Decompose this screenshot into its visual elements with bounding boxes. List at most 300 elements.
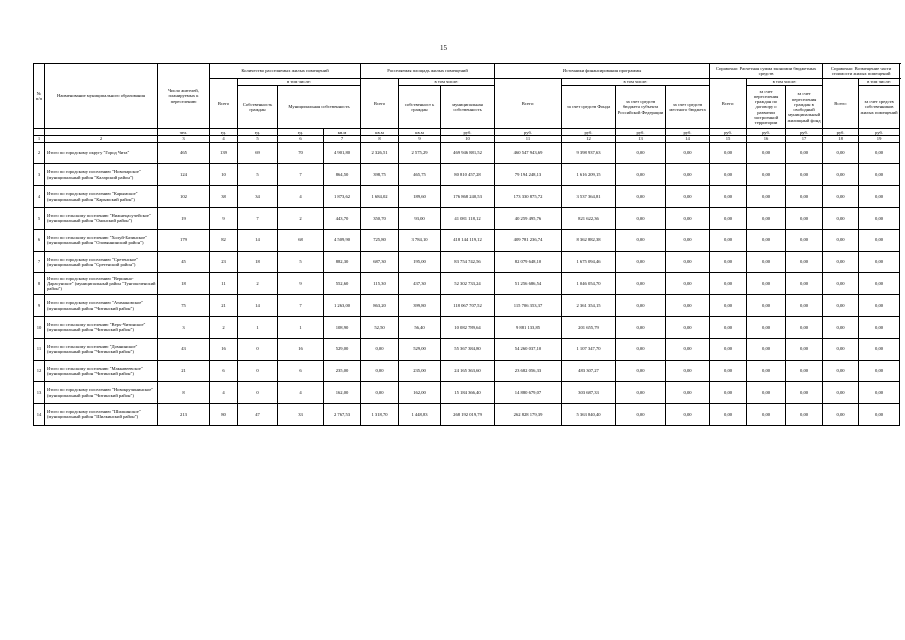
value-cell: 9 (278, 273, 324, 295)
value-cell: 7 (278, 164, 324, 186)
value-cell: 0,00 (747, 273, 786, 295)
value-cell: 1 (238, 316, 278, 338)
value-cell: 0,00 (747, 164, 786, 186)
value-cell: 14 (238, 229, 278, 251)
column-number-cell: 8 (361, 136, 399, 142)
header-ref2-group: Справочно: Возмещение части стоимости жилых помещений (823, 64, 900, 79)
value-cell: 437,30 (399, 273, 441, 295)
value-cell: 0,00 (666, 229, 710, 251)
value-cell: 821 622,36 (562, 207, 616, 229)
column-number-cell: 19 (859, 136, 900, 142)
value-cell: 4 509,90 (324, 229, 361, 251)
value-cell: 1 046 054,70 (562, 273, 616, 295)
header-area-group: Расселяемая площадь жилых помещений (361, 64, 495, 79)
column-number-cell: 2 (45, 136, 158, 142)
value-cell: 118 067 707,52 (441, 295, 495, 317)
value-cell: 0,00 (747, 382, 786, 404)
table-row (34, 164, 900, 186)
value-cell: 3 784,10 (399, 229, 441, 251)
value-cell: 201 655,79 (562, 316, 616, 338)
value-cell: 2 (278, 207, 324, 229)
row-number: 10 (34, 316, 45, 338)
value-cell: 1 263,00 (324, 295, 361, 317)
value-cell: 0,00 (710, 207, 747, 229)
value-cell: 0,00 (616, 382, 666, 404)
value-cell: 418 144 119,12 (441, 229, 495, 251)
header-row-no: № п/п (34, 64, 45, 129)
value-cell: 33 (278, 404, 324, 426)
value-cell: 0,00 (786, 404, 823, 426)
header-area-incl: в том числе: (399, 79, 495, 86)
column-number-cell: 7 (324, 136, 361, 142)
mo-name-cell: Итого по сельскому поселению "Верх-Читинское" (муниципальный район "Читинский район") (45, 316, 158, 338)
value-cell: 179 (158, 229, 210, 251)
row-number: 13 (34, 382, 45, 404)
value-cell: 0,00 (747, 186, 786, 208)
value-cell: 687,30 (361, 251, 399, 273)
value-cell: 0,00 (786, 186, 823, 208)
value-cell: 4 (278, 382, 324, 404)
value-cell: 0,00 (859, 404, 900, 426)
unit-cell: руб. (786, 129, 823, 136)
row-number: 2 (34, 142, 45, 164)
value-cell: 0,00 (786, 316, 823, 338)
value-cell: 162,00 (399, 382, 441, 404)
value-cell: 350,70 (361, 207, 399, 229)
value-cell: 0 (238, 360, 278, 382)
value-cell: 0,00 (666, 295, 710, 317)
value-cell: 469 946 881,52 (441, 142, 495, 164)
value-cell: 3 (158, 316, 210, 338)
value-cell: 43 (158, 338, 210, 360)
header-local-budget: за счет средств местного бюджета (666, 86, 710, 129)
value-cell: 2 326,51 (361, 142, 399, 164)
value-cell: 0,00 (616, 142, 666, 164)
mo-name-cell: Итого по городскому поселению "Шилкинское" (муниципальный район "Шилкинский район") (45, 404, 158, 426)
value-cell: 0,00 (823, 338, 859, 360)
value-cell: 54 260 037,10 (495, 338, 562, 360)
value-cell: 398,75 (361, 164, 399, 186)
value-cell: 139 (210, 142, 238, 164)
column-number-cell: 1 (34, 136, 45, 142)
value-cell: 51 256 686,54 (495, 273, 562, 295)
header-ref1-total: Всего: (710, 79, 747, 129)
value-cell: 0,00 (823, 229, 859, 251)
value-cell: 0,00 (710, 186, 747, 208)
header-fin-total: Всего: (495, 79, 562, 129)
value-cell: 1 873,62 (324, 186, 361, 208)
value-cell: 0,00 (710, 164, 747, 186)
unit-cell: руб. (562, 129, 616, 136)
mo-name-cell: Итого по городскому поселению "Атамановское" (муниципальный район "Читинский район") (45, 295, 158, 317)
unit-cell: кв.м (399, 129, 441, 136)
value-cell: 0,00 (786, 273, 823, 295)
unit-cell (45, 129, 158, 136)
unit-cell: руб. (747, 129, 786, 136)
value-cell: 162,00 (324, 382, 361, 404)
value-cell: 6 (278, 360, 324, 382)
header-fund: за счет средств Фонда (562, 86, 616, 129)
value-cell: 0,00 (616, 273, 666, 295)
value-cell: 45 (158, 251, 210, 273)
unit-cell: чел. (158, 129, 210, 136)
value-cell: 1 675 094,46 (562, 251, 616, 273)
value-cell: 0,00 (747, 360, 786, 382)
value-cell: 0,00 (710, 251, 747, 273)
value-cell: 0,00 (710, 404, 747, 426)
table-row (34, 295, 900, 317)
value-cell: 0,00 (823, 316, 859, 338)
value-cell: 82 079 648,10 (495, 251, 562, 273)
value-cell: 2 767,53 (324, 404, 361, 426)
value-cell: 4 (210, 382, 238, 404)
value-cell: 0,00 (859, 338, 900, 360)
value-cell: 6 (210, 360, 238, 382)
value-cell: 268 192 019,79 (441, 404, 495, 426)
header-ref2-total: Всего: (823, 79, 859, 129)
value-cell: 7 (238, 207, 278, 229)
value-cell: 0,00 (859, 295, 900, 317)
value-cell: 80 810 457,28 (441, 164, 495, 186)
column-number-cell: 18 (823, 136, 859, 142)
value-cell: 0,00 (823, 273, 859, 295)
value-cell: 529,00 (324, 338, 361, 360)
header-area-municipal: муниципальная собственность (441, 86, 495, 129)
value-cell: 0,00 (786, 142, 823, 164)
value-cell: 0,00 (859, 229, 900, 251)
unit-cell: ед. (210, 129, 238, 136)
resettlement-table (33, 63, 900, 426)
unit-cell: руб. (616, 129, 666, 136)
row-number: 14 (34, 404, 45, 426)
value-cell: 0,00 (823, 207, 859, 229)
value-cell: 0,00 (616, 251, 666, 273)
header-qty-incl: в том числе: (238, 79, 361, 86)
value-cell: 2 361 354,15 (562, 295, 616, 317)
value-cell: 0,00 (747, 207, 786, 229)
column-number-cell: 15 (710, 136, 747, 142)
header-municipal-own: Муниципальная собственность (278, 86, 361, 129)
value-cell: 115,30 (361, 273, 399, 295)
value-cell: 4 (278, 186, 324, 208)
value-cell: 2 575,29 (399, 142, 441, 164)
value-cell: 0,00 (823, 295, 859, 317)
row-number: 5 (34, 207, 45, 229)
value-cell: 21 (158, 360, 210, 382)
value-cell: 41 081 118,12 (441, 207, 495, 229)
value-cell: 0,00 (361, 360, 399, 382)
value-cell: 0,00 (859, 273, 900, 295)
value-cell: 483 307,27 (562, 360, 616, 382)
unit-cell (34, 129, 45, 136)
value-cell: 0,00 (859, 142, 900, 164)
table-row (34, 229, 900, 251)
mo-name-cell: Итого по городскому поселению "Сретенское" (муниципальный район "Сретенский район") (45, 251, 158, 273)
value-cell: 15 184 366,40 (441, 382, 495, 404)
value-cell: 0,00 (859, 207, 900, 229)
value-cell: 80 (210, 404, 238, 426)
value-cell: 0,00 (666, 404, 710, 426)
value-cell: 0,00 (666, 273, 710, 295)
value-cell: 0,00 (616, 186, 666, 208)
unit-cell: руб. (823, 129, 859, 136)
value-cell: 0,00 (823, 164, 859, 186)
value-cell: 5 363 840,40 (562, 404, 616, 426)
value-cell: 460 547 943,69 (495, 142, 562, 164)
header-ref1-incl: в том числе: (747, 79, 823, 86)
value-cell: 68 (278, 229, 324, 251)
value-cell: 79 194 248,13 (495, 164, 562, 186)
header-area-total: Всего (361, 79, 399, 129)
row-number: 12 (34, 360, 45, 382)
value-cell: 0,00 (823, 404, 859, 426)
table-row (34, 273, 900, 295)
value-cell: 24 165 363,60 (441, 360, 495, 382)
value-cell: 0,00 (859, 186, 900, 208)
value-cell: 0,00 (823, 142, 859, 164)
value-cell: 0,00 (786, 360, 823, 382)
unit-cell: руб. (495, 129, 562, 136)
value-cell: 0,00 (710, 273, 747, 295)
value-cell: 0,00 (666, 382, 710, 404)
value-cell: 0,00 (786, 207, 823, 229)
value-cell: 0,00 (859, 251, 900, 273)
header-own-citizens: Собственность граждан (238, 86, 278, 129)
value-cell: 409 781 236,74 (495, 229, 562, 251)
value-cell: 195,00 (399, 251, 441, 273)
column-number-cell: 13 (616, 136, 666, 142)
table-row (34, 207, 900, 229)
value-cell: 0,00 (666, 207, 710, 229)
value-cell: 0,00 (747, 404, 786, 426)
value-cell: 0,00 (616, 338, 666, 360)
value-cell: 0,00 (666, 251, 710, 273)
value-cell: 725,80 (361, 229, 399, 251)
value-cell: 23 (210, 251, 238, 273)
table-row (34, 142, 900, 164)
value-cell: 0,00 (786, 295, 823, 317)
column-number-cell: 5 (238, 136, 278, 142)
mo-name-cell: Итого по сельскому поселению "Домнинское" (муниципальный район "Читинский район") (45, 338, 158, 360)
table-row (34, 404, 900, 426)
table-row (34, 338, 900, 360)
value-cell: 40 259 495,76 (495, 207, 562, 229)
header-qty-group: Количество расселяемых жилых помещений (210, 64, 361, 79)
unit-cell: руб. (710, 129, 747, 136)
value-cell: 21 (210, 295, 238, 317)
header-residents: Число жителей, планируемых к переселению (158, 64, 210, 129)
value-cell: 5 (238, 164, 278, 186)
value-cell: 0,00 (823, 251, 859, 273)
value-cell: 0,00 (747, 142, 786, 164)
value-cell: 124 (158, 164, 210, 186)
row-number: 4 (34, 186, 45, 208)
value-cell: 5 (278, 251, 324, 273)
header-qty-total: Всего (210, 79, 238, 129)
mo-name-cell: Итого по городскому поселению "Новокручининское" (муниципальный район "Читинский район") (45, 382, 158, 404)
column-number-cell: 14 (666, 136, 710, 142)
header-fin-group: Источники финансирования программы (495, 64, 710, 79)
value-cell: 0,00 (666, 316, 710, 338)
value-cell: 1 616 209,15 (562, 164, 616, 186)
value-cell: 176 868 240,53 (441, 186, 495, 208)
value-cell: 23 682 056,33 (495, 360, 562, 382)
value-cell: 0,00 (786, 251, 823, 273)
value-cell: 0,00 (616, 404, 666, 426)
value-cell: 0,00 (616, 207, 666, 229)
column-number-cell: 16 (747, 136, 786, 142)
value-cell: 34 (238, 186, 278, 208)
value-cell: 0,00 (666, 142, 710, 164)
column-number-cell: 6 (278, 136, 324, 142)
value-cell: 1 107 347,70 (562, 338, 616, 360)
unit-cell: ед. (278, 129, 324, 136)
value-cell: 0,00 (710, 338, 747, 360)
value-cell: 235,00 (399, 360, 441, 382)
value-cell: 0,00 (361, 338, 399, 360)
value-cell: 1 (278, 316, 324, 338)
row-number: 3 (34, 164, 45, 186)
mo-name-cell: Итого по городскому округу "Город Чита" (45, 142, 158, 164)
value-cell: 11 (210, 273, 238, 295)
header-ref1-a: за счет переселения граждан по договору о развитии застроенной территории (747, 86, 786, 129)
value-cell: 0,00 (747, 251, 786, 273)
row-number: 8 (34, 273, 45, 295)
value-cell: 0,00 (786, 382, 823, 404)
value-cell: 0,00 (747, 316, 786, 338)
table-row (34, 360, 900, 382)
value-cell: 70 (278, 142, 324, 164)
value-cell: 529,00 (399, 338, 441, 360)
value-cell: 47 (238, 404, 278, 426)
value-cell: 0,00 (361, 382, 399, 404)
mo-name-cell: Итого по городскому поселению "Вершино-Дарасунское" (муниципальный район "Тунгокоченский район") (45, 273, 158, 295)
value-cell: 189,60 (399, 186, 441, 208)
table-row (34, 186, 900, 208)
value-cell: 18 (238, 251, 278, 273)
mo-name-cell: Итого по сельскому поселению "Маккавеевское" (муниципальный район "Читинский район") (45, 360, 158, 382)
value-cell: 173 330 875,72 (495, 186, 562, 208)
value-cell: 0,00 (823, 360, 859, 382)
value-cell: 0,00 (859, 316, 900, 338)
value-cell: 0,00 (616, 295, 666, 317)
header-fin-incl: в том числе: (562, 79, 710, 86)
value-cell: 0 (238, 338, 278, 360)
value-cell: 465 (158, 142, 210, 164)
value-cell: 52 302 733,24 (441, 273, 495, 295)
column-number-cell: 11 (495, 136, 562, 142)
value-cell: 14 (238, 295, 278, 317)
value-cell: 0,00 (786, 229, 823, 251)
value-cell: 864,50 (324, 164, 361, 186)
unit-cell: руб. (859, 129, 900, 136)
value-cell: 0 (238, 382, 278, 404)
mo-name-cell: Итого по городскому поселению "Новочарское" (муниципальный район "Каларский район") (45, 164, 158, 186)
units-row (34, 129, 900, 136)
row-number: 7 (34, 251, 45, 273)
value-cell: 882,30 (324, 251, 361, 273)
value-cell: 1 318,70 (361, 404, 399, 426)
value-cell: 82 (210, 229, 238, 251)
value-cell: 0,00 (710, 316, 747, 338)
value-cell: 235,00 (324, 360, 361, 382)
value-cell: 7 (278, 295, 324, 317)
mo-name-cell: Итого по сельскому поселению "Нижнецасучейское" (муниципальный район "Ононский район") (45, 207, 158, 229)
value-cell: 0,00 (823, 382, 859, 404)
column-number-cell: 10 (441, 136, 495, 142)
value-cell: 2 (210, 316, 238, 338)
value-cell: 0,00 (786, 164, 823, 186)
value-cell: 0,00 (616, 316, 666, 338)
value-cell: 16 (278, 338, 324, 360)
value-cell: 56,40 (399, 316, 441, 338)
value-cell: 19 (158, 207, 210, 229)
value-cell: 0,00 (710, 229, 747, 251)
mo-name-cell: Итого по сельскому поселению "Холуй-Базинское" (муниципальный район "Оловяннинский район") (45, 229, 158, 251)
value-cell: 0,00 (616, 164, 666, 186)
header-mo-name: Наименование муниципального образования (45, 64, 158, 129)
value-cell: 0,00 (616, 229, 666, 251)
row-number: 6 (34, 229, 45, 251)
value-cell: 0,00 (710, 295, 747, 317)
value-cell: 0,00 (747, 229, 786, 251)
value-cell: 10 082 789,64 (441, 316, 495, 338)
page-number: 15 (440, 44, 447, 52)
column-number-cell: 9 (399, 136, 441, 142)
header-ref2-a: за счет средств собственников жилых помещений (859, 86, 900, 129)
header-area-citizens: собственност ь граждан (399, 86, 441, 129)
value-cell: 552,60 (324, 273, 361, 295)
value-cell: 443,70 (324, 207, 361, 229)
value-cell: 8 (158, 382, 210, 404)
column-number-cell: 3 (158, 136, 210, 142)
unit-cell: руб. (441, 129, 495, 136)
value-cell: 4 901,80 (324, 142, 361, 164)
table-row (34, 316, 900, 338)
value-cell: 14 880 679,07 (495, 382, 562, 404)
unit-cell: руб. (666, 129, 710, 136)
value-cell: 3 537 364,81 (562, 186, 616, 208)
value-cell: 75 (158, 295, 210, 317)
row-number: 11 (34, 338, 45, 360)
value-cell: 2 (238, 273, 278, 295)
value-cell: 465,75 (399, 164, 441, 186)
value-cell: 0,00 (666, 164, 710, 186)
value-cell: 83 754 742,56 (441, 251, 495, 273)
value-cell: 0,00 (747, 295, 786, 317)
header-ref2-incl: в том числе: (859, 79, 900, 86)
value-cell: 102 (158, 186, 210, 208)
column-number-cell: 17 (786, 136, 823, 142)
row-number: 9 (34, 295, 45, 317)
value-cell: 0,00 (666, 360, 710, 382)
value-cell: 9 398 937,63 (562, 142, 616, 164)
column-number-cell: 4 (210, 136, 238, 142)
value-cell: 10 (210, 164, 238, 186)
value-cell: 55 367 384,80 (441, 338, 495, 360)
value-cell: 0,00 (859, 360, 900, 382)
value-cell: 399,80 (399, 295, 441, 317)
value-cell: 863,20 (361, 295, 399, 317)
value-cell: 0,00 (710, 382, 747, 404)
unit-cell: ед. (238, 129, 278, 136)
value-cell: 16 (210, 338, 238, 360)
value-cell: 69 (238, 142, 278, 164)
value-cell: 18 (158, 273, 210, 295)
value-cell: 0,00 (710, 142, 747, 164)
value-cell: 1 684,02 (361, 186, 399, 208)
value-cell: 38 (210, 186, 238, 208)
